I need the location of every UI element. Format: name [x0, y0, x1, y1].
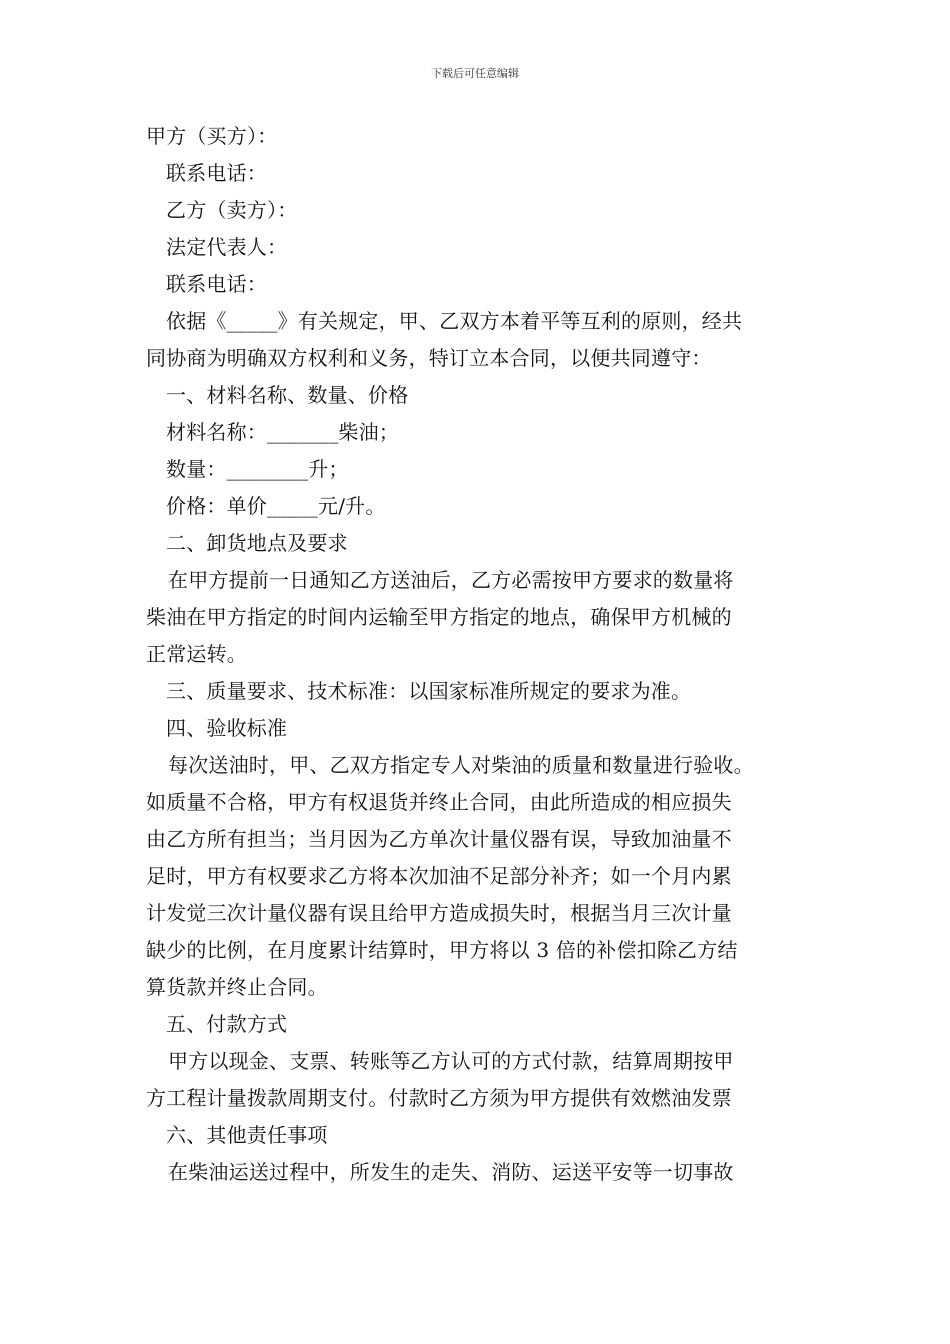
text-line: 联系电话： [166, 272, 267, 296]
text-line: 柴油在甲方指定的时间内运输至甲方指定的地点，确保甲方机械的 [146, 605, 732, 629]
text-line: 如质量不合格，甲方有权退货并终止合同，由此所造成的相应损失 [146, 790, 732, 814]
text-line: 数量：________升； [166, 457, 349, 481]
text-line: 三、质量要求、技术标准：以国家标准所规定的要求为准。 [166, 679, 692, 703]
text-line: 联系电话： [166, 161, 267, 185]
text-line: 材料名称：_______柴油； [166, 420, 399, 444]
text-line: 法定代表人： [166, 235, 288, 259]
page-header-note: 下载后可任意编辑 [431, 67, 519, 80]
text-line: 由乙方所有担当；当月因为乙方单次计量仪器有误，导致加油量不 [146, 827, 732, 851]
text-line: 在柴油运送过程中，所发生的走失、消防、运送平安等一切事故 [168, 1160, 734, 1184]
text-line: 一、材料名称、数量、价格 [166, 383, 409, 407]
text-line: 缺少的比例，在月度累计结算时，甲方将以 3 倍的补偿扣除乙方结 [146, 938, 738, 962]
text-line: 依据《_____》有关规定，甲、乙双方本着平等互利的原则，经共 [166, 309, 743, 333]
text-line: 价格：单价_____元/升。 [166, 494, 386, 518]
text-line: 在甲方提前一日通知乙方送油后，乙方必需按甲方要求的数量将 [168, 568, 734, 592]
text-line: 五、付款方式 [166, 1012, 288, 1036]
text-line: 足时，甲方有权要求乙方将本次加油不足部分补齐；如一个月内累 [146, 864, 732, 888]
text-line: 六、其他责任事项 [166, 1123, 328, 1147]
contract-body [146, 118, 811, 1191]
text-line: 同协商为明确双方权利和义务，特订立本合同，以便共同遵守： [146, 346, 712, 370]
text-line: 甲方（买方）： [146, 124, 278, 148]
text-line: 每次送油时，甲、乙双方指定专人对柴油的质量和数量进行验收。 [168, 753, 754, 777]
text-line: 正常运转。 [146, 642, 247, 666]
text-line: 算货款并终止合同。 [146, 975, 328, 999]
text-line: 甲方以现金、支票、转账等乙方认可的方式付款，结算周期按甲 [168, 1049, 734, 1073]
text-line: 二、卸货地点及要求 [166, 531, 348, 555]
text-line: 乙方（卖方）： [166, 198, 298, 222]
text-line: 计发觉三次计量仪器有误且给甲方造成损失时，根据当月三次计量 [146, 901, 732, 925]
text-line: 四、验收标准 [166, 716, 288, 740]
text-line: 方工程计量拨款周期支付。付款时乙方须为甲方提供有效燃油发票 [146, 1086, 732, 1110]
